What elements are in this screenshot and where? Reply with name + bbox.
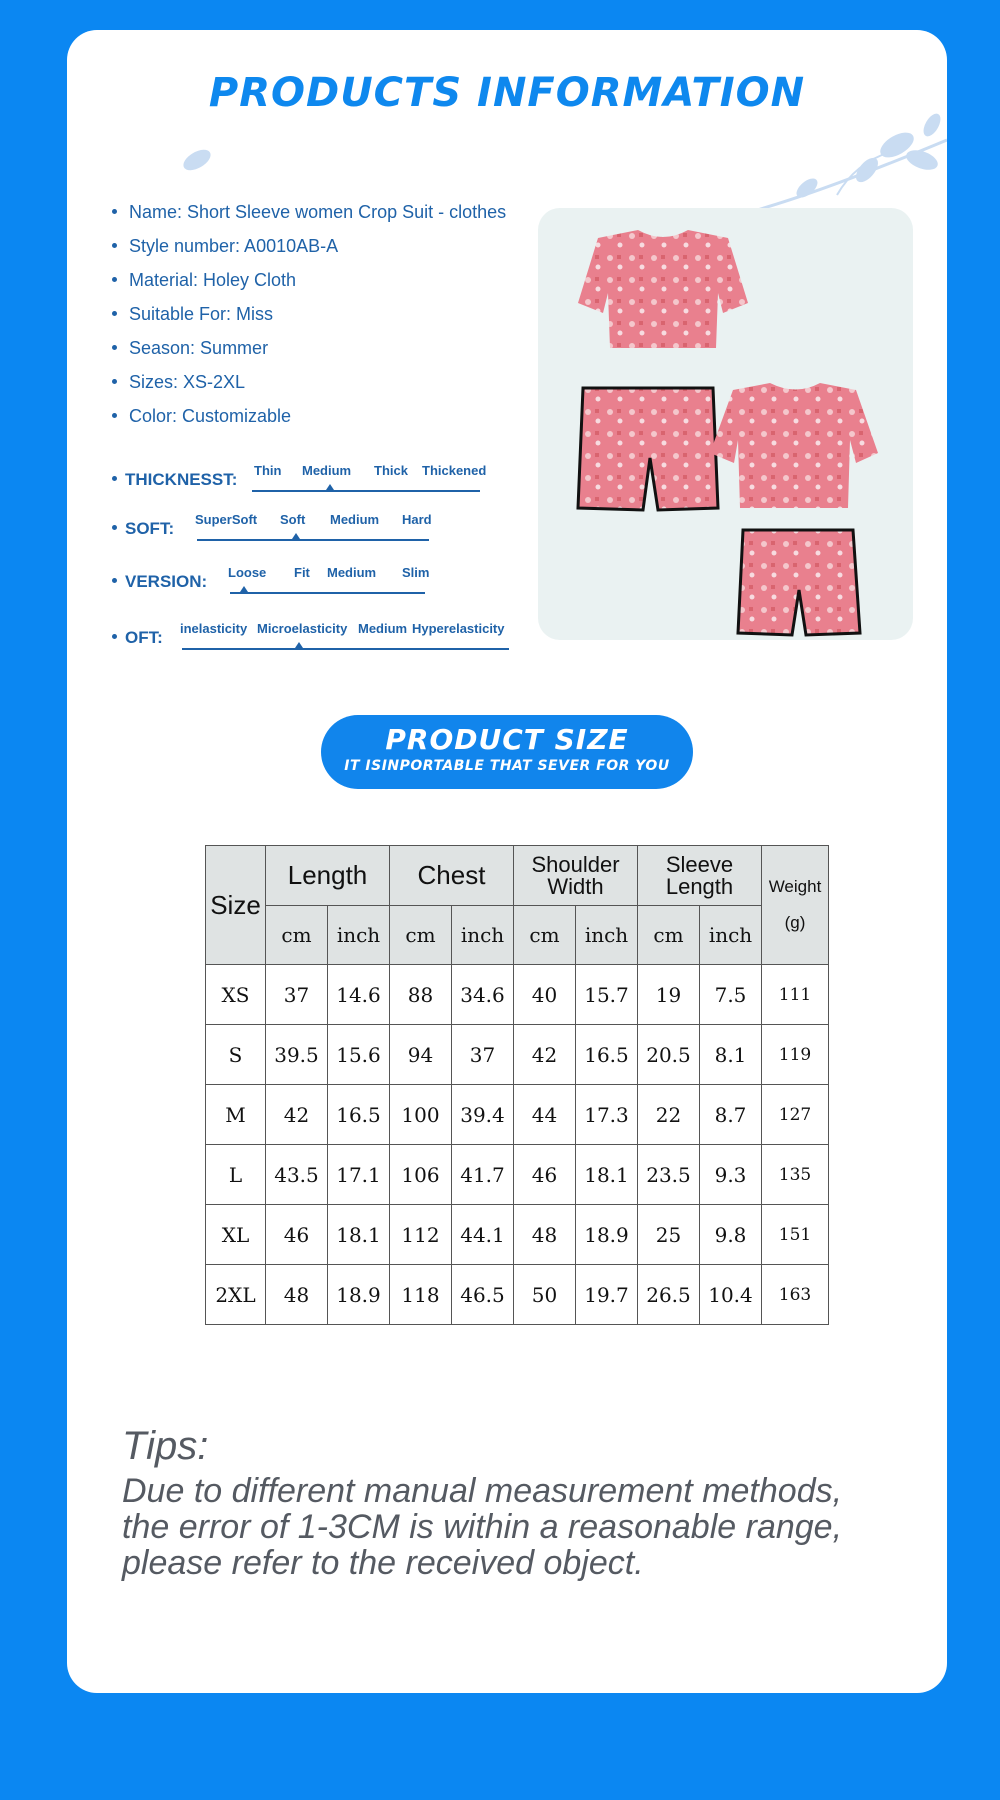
scale-marker	[240, 586, 248, 592]
size-cell: 2XL	[206, 1265, 266, 1325]
unit-cell: cm	[514, 906, 576, 965]
table-cell: 50	[514, 1265, 576, 1325]
table-cell: 7.5	[700, 965, 762, 1025]
table-cell: 20.5	[638, 1025, 700, 1085]
weight-header: Weight (g)	[762, 846, 829, 965]
table-row	[206, 1025, 829, 1085]
table-cell: 88	[390, 965, 452, 1025]
table-cell: 15.6	[328, 1025, 390, 1085]
weight-cell: 127	[762, 1085, 829, 1145]
size-table	[205, 845, 829, 1325]
sleeve-header: Sleeve Length	[638, 846, 762, 906]
size-cell: S	[206, 1025, 266, 1085]
table-cell: 9.3	[700, 1145, 762, 1205]
info-item: Suitable For: Miss	[112, 297, 506, 331]
tips-line: Due to different manual measurement methods,	[122, 1472, 843, 1510]
table-cell: 18.1	[576, 1145, 638, 1205]
leaf-decoration	[177, 145, 217, 175]
table-cell: 9.8	[700, 1205, 762, 1265]
tips-line: the error of 1-3CM is within a reasonable range,	[122, 1508, 843, 1546]
weight-cell: 151	[762, 1205, 829, 1265]
table-cell: 16.5	[576, 1025, 638, 1085]
info-item: Material: Holey Cloth	[112, 263, 506, 297]
table-cell: 14.6	[328, 965, 390, 1025]
info-item: Style number: A0010AB-A	[112, 229, 506, 263]
banner-subtitle: IT ISINPORTABLE THAT SEVER FOR YOU	[344, 758, 670, 774]
weight-cell: 163	[762, 1265, 829, 1325]
table-cell: 23.5	[638, 1145, 700, 1205]
size-cell: M	[206, 1085, 266, 1145]
crop-suit-illustration	[538, 208, 913, 640]
table-cell: 118	[390, 1265, 452, 1325]
size-cell: L	[206, 1145, 266, 1205]
table-cell: 41.7	[452, 1145, 514, 1205]
table-row	[206, 1085, 829, 1145]
table-cell: 10.4	[700, 1265, 762, 1325]
table-cell: 25	[638, 1205, 700, 1265]
banner-title: PRODUCT SIZE	[385, 723, 629, 756]
table-cell: 43.5	[266, 1145, 328, 1205]
weight-cell: 111	[762, 965, 829, 1025]
thickness-scale: THICKNESST: Thin Medium Thick Thickened	[112, 458, 532, 498]
table-row	[206, 1145, 829, 1205]
table-row	[206, 965, 829, 1025]
page-title: PRODUCTS INFORMATION	[208, 70, 806, 116]
soft-scale: SOFT: SuperSoft Soft Medium Hard	[112, 507, 532, 547]
size-cell: XS	[206, 965, 266, 1025]
table-cell: 8.7	[700, 1085, 762, 1145]
weight-cell: 119	[762, 1025, 829, 1085]
table-cell: 39.5	[266, 1025, 328, 1085]
tips-heading: Tips:	[122, 1424, 209, 1468]
table-cell: 48	[266, 1265, 328, 1325]
info-item: Color: Customizable	[112, 399, 506, 433]
table-cell: 16.5	[328, 1085, 390, 1145]
shoulder-header: Shoulder Width	[514, 846, 638, 906]
elasticity-scale: OFT: inelasticity Microelasticity Medium Hyperelasticity	[112, 616, 532, 656]
table-cell: 15.7	[576, 965, 638, 1025]
product-photo	[538, 208, 913, 640]
table-cell: 44	[514, 1085, 576, 1145]
product-info-list	[112, 195, 506, 433]
table-cell: 37	[266, 965, 328, 1025]
unit-cell: cm	[266, 906, 328, 965]
table-cell: 46.5	[452, 1265, 514, 1325]
unit-cell: inch	[700, 906, 762, 965]
table-cell: 22	[638, 1085, 700, 1145]
table-cell: 40	[514, 965, 576, 1025]
table-cell: 94	[390, 1025, 452, 1085]
version-scale: VERSION: Loose Fit Medium Slim	[112, 560, 532, 600]
table-cell: 26.5	[638, 1265, 700, 1325]
unit-cell: cm	[638, 906, 700, 965]
length-header: Length	[266, 846, 390, 906]
info-item: Season: Summer	[112, 331, 506, 365]
info-item: Sizes: XS-2XL	[112, 365, 506, 399]
table-cell: 44.1	[452, 1205, 514, 1265]
table-cell: 48	[514, 1205, 576, 1265]
table-cell: 39.4	[452, 1085, 514, 1145]
tips-line: please refer to the received object.	[122, 1544, 644, 1582]
weight-cell: 135	[762, 1145, 829, 1205]
unit-cell: inch	[328, 906, 390, 965]
table-cell: 100	[390, 1085, 452, 1145]
table-cell: 19	[638, 965, 700, 1025]
table-cell: 46	[266, 1205, 328, 1265]
table-cell: 42	[514, 1025, 576, 1085]
table-cell: 112	[390, 1205, 452, 1265]
size-header: Size	[206, 846, 266, 965]
info-item: Name: Short Sleeve women Crop Suit - clothes	[112, 195, 506, 229]
table-cell: 37	[452, 1025, 514, 1085]
table-row	[206, 1205, 829, 1265]
chest-header: Chest	[390, 846, 514, 906]
table-cell: 34.6	[452, 965, 514, 1025]
scale-marker	[292, 533, 300, 539]
table-cell: 8.1	[700, 1025, 762, 1085]
table-cell: 106	[390, 1145, 452, 1205]
table-cell: 17.3	[576, 1085, 638, 1145]
size-cell: XL	[206, 1205, 266, 1265]
table-cell: 18.9	[328, 1265, 390, 1325]
scale-marker	[295, 642, 303, 648]
table-row	[206, 1265, 829, 1325]
scale-marker	[326, 484, 334, 490]
unit-cell: cm	[390, 906, 452, 965]
tips-section	[122, 1425, 922, 1581]
table-cell: 42	[266, 1085, 328, 1145]
product-size-banner	[321, 715, 693, 789]
table-cell: 17.1	[328, 1145, 390, 1205]
unit-cell: inch	[452, 906, 514, 965]
unit-cell: inch	[576, 906, 638, 965]
table-cell: 19.7	[576, 1265, 638, 1325]
table-cell: 46	[514, 1145, 576, 1205]
table-cell: 18.9	[576, 1205, 638, 1265]
info-card	[67, 30, 947, 1693]
table-cell: 18.1	[328, 1205, 390, 1265]
